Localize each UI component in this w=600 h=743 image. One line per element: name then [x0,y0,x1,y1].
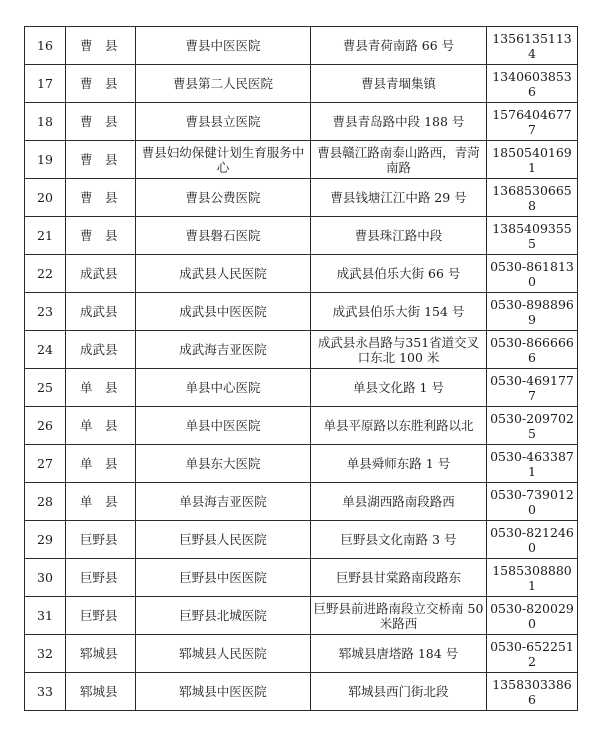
table-row [25,445,578,483]
table-row [25,141,578,179]
county-cell: 郓城县 [66,635,136,673]
address-cell: 曹县青岛路中段 188 号 [311,103,487,141]
county-cell: 巨野县 [66,521,136,559]
table-row [25,407,578,445]
hospital-name-cell: 成武县中医医院 [136,293,311,331]
hospital-name-cell: 郓城县人民医院 [136,635,311,673]
phone-cell: 18505401691 [487,141,578,179]
table-row [25,27,578,65]
phone-cell: 0530-8988969 [487,293,578,331]
row-number: 22 [25,255,66,293]
hospital-list-sheet [24,26,577,711]
table-row [25,597,578,635]
row-number: 21 [25,217,66,255]
phone-cell: 13854093555 [487,217,578,255]
address-cell: 单县舜师东路 1 号 [311,445,487,483]
table-row [25,559,578,597]
row-number: 16 [25,27,66,65]
hospital-name-cell: 曹县中医医院 [136,27,311,65]
phone-cell: 0530-8618130 [487,255,578,293]
row-number: 27 [25,445,66,483]
table-row [25,369,578,407]
row-number: 25 [25,369,66,407]
phone-cell: 0530-6522512 [487,635,578,673]
address-cell: 巨野县甘棠路南段路东 [311,559,487,597]
table-row [25,103,578,141]
county-cell: 单 县 [66,445,136,483]
table-row [25,635,578,673]
county-cell: 曹 县 [66,65,136,103]
hospital-name-cell: 曹县妇幼保健计划生育服务中心 [136,141,311,179]
hospital-name-cell: 单县东大医院 [136,445,311,483]
county-cell: 曹 县 [66,27,136,65]
table-row [25,293,578,331]
table-row [25,65,578,103]
row-number: 17 [25,65,66,103]
row-number: 31 [25,597,66,635]
hospital-table [24,26,578,711]
row-number: 33 [25,673,66,711]
hospital-name-cell: 成武县人民医院 [136,255,311,293]
address-cell: 曹县赣江路南泰山路西，青菏南路 [311,141,487,179]
address-cell: 成武县伯乐大街 154 号 [311,293,487,331]
address-cell: 曹县钱塘江江中路 29 号 [311,179,487,217]
hospital-name-cell: 曹县县立医院 [136,103,311,141]
county-cell: 单 县 [66,483,136,521]
hospital-name-cell: 单县中医医院 [136,407,311,445]
hospital-name-cell: 单县中心医院 [136,369,311,407]
phone-cell: 13561351134 [487,27,578,65]
county-cell: 曹 县 [66,179,136,217]
phone-cell: 15764046777 [487,103,578,141]
hospital-table-body [25,27,578,711]
address-cell: 曹县青荷南路 66 号 [311,27,487,65]
row-number: 29 [25,521,66,559]
hospital-name-cell: 成武海吉亚医院 [136,331,311,369]
row-number: 23 [25,293,66,331]
table-row [25,255,578,293]
phone-cell: 0530-8200290 [487,597,578,635]
county-cell: 曹 县 [66,217,136,255]
phone-cell: 13583033866 [487,673,578,711]
address-cell: 单县湖西路南段路西 [311,483,487,521]
hospital-name-cell: 曹县公费医院 [136,179,311,217]
phone-cell: 0530-4633871 [487,445,578,483]
county-cell: 郓城县 [66,673,136,711]
row-number: 24 [25,331,66,369]
county-cell: 成武县 [66,293,136,331]
county-cell: 成武县 [66,255,136,293]
row-number: 32 [25,635,66,673]
hospital-name-cell: 曹县第二人民医院 [136,65,311,103]
table-row [25,673,578,711]
county-cell: 曹 县 [66,141,136,179]
hospital-name-cell: 曹县磐石医院 [136,217,311,255]
table-row [25,217,578,255]
county-cell: 巨野县 [66,559,136,597]
county-cell: 单 县 [66,407,136,445]
address-cell: 郓城县唐塔路 184 号 [311,635,487,673]
address-cell: 巨野县文化南路 3 号 [311,521,487,559]
table-row [25,521,578,559]
address-cell: 单县文化路 1 号 [311,369,487,407]
address-cell: 成武县伯乐大街 66 号 [311,255,487,293]
county-cell: 单 县 [66,369,136,407]
phone-cell: 0530-8666666 [487,331,578,369]
address-cell: 成武县永昌路与351省道交叉口东北 100 米 [311,331,487,369]
row-number: 30 [25,559,66,597]
county-cell: 成武县 [66,331,136,369]
county-cell: 曹 县 [66,103,136,141]
phone-cell: 0530-7390120 [487,483,578,521]
phone-cell: 13685306658 [487,179,578,217]
table-row [25,331,578,369]
address-cell: 曹县珠江路中段 [311,217,487,255]
address-cell: 单县平原路以东胜利路以北 [311,407,487,445]
county-cell: 巨野县 [66,597,136,635]
hospital-name-cell: 巨野县中医医院 [136,559,311,597]
table-row [25,483,578,521]
row-number: 19 [25,141,66,179]
phone-cell: 15853088801 [487,559,578,597]
phone-cell: 0530-8212460 [487,521,578,559]
hospital-name-cell: 巨野县北城医院 [136,597,311,635]
address-cell: 巨野县前进路南段立交桥南 50 米路西 [311,597,487,635]
address-cell: 曹县青堌集镇 [311,65,487,103]
phone-cell: 0530-4691777 [487,369,578,407]
row-number: 20 [25,179,66,217]
hospital-name-cell: 巨野县人民医院 [136,521,311,559]
phone-cell: 13406038536 [487,65,578,103]
row-number: 28 [25,483,66,521]
row-number: 26 [25,407,66,445]
hospital-name-cell: 单县海吉亚医院 [136,483,311,521]
address-cell: 郓城县西门街北段 [311,673,487,711]
hospital-name-cell: 郓城县中医医院 [136,673,311,711]
table-row [25,179,578,217]
phone-cell: 0530-2097025 [487,407,578,445]
row-number: 18 [25,103,66,141]
